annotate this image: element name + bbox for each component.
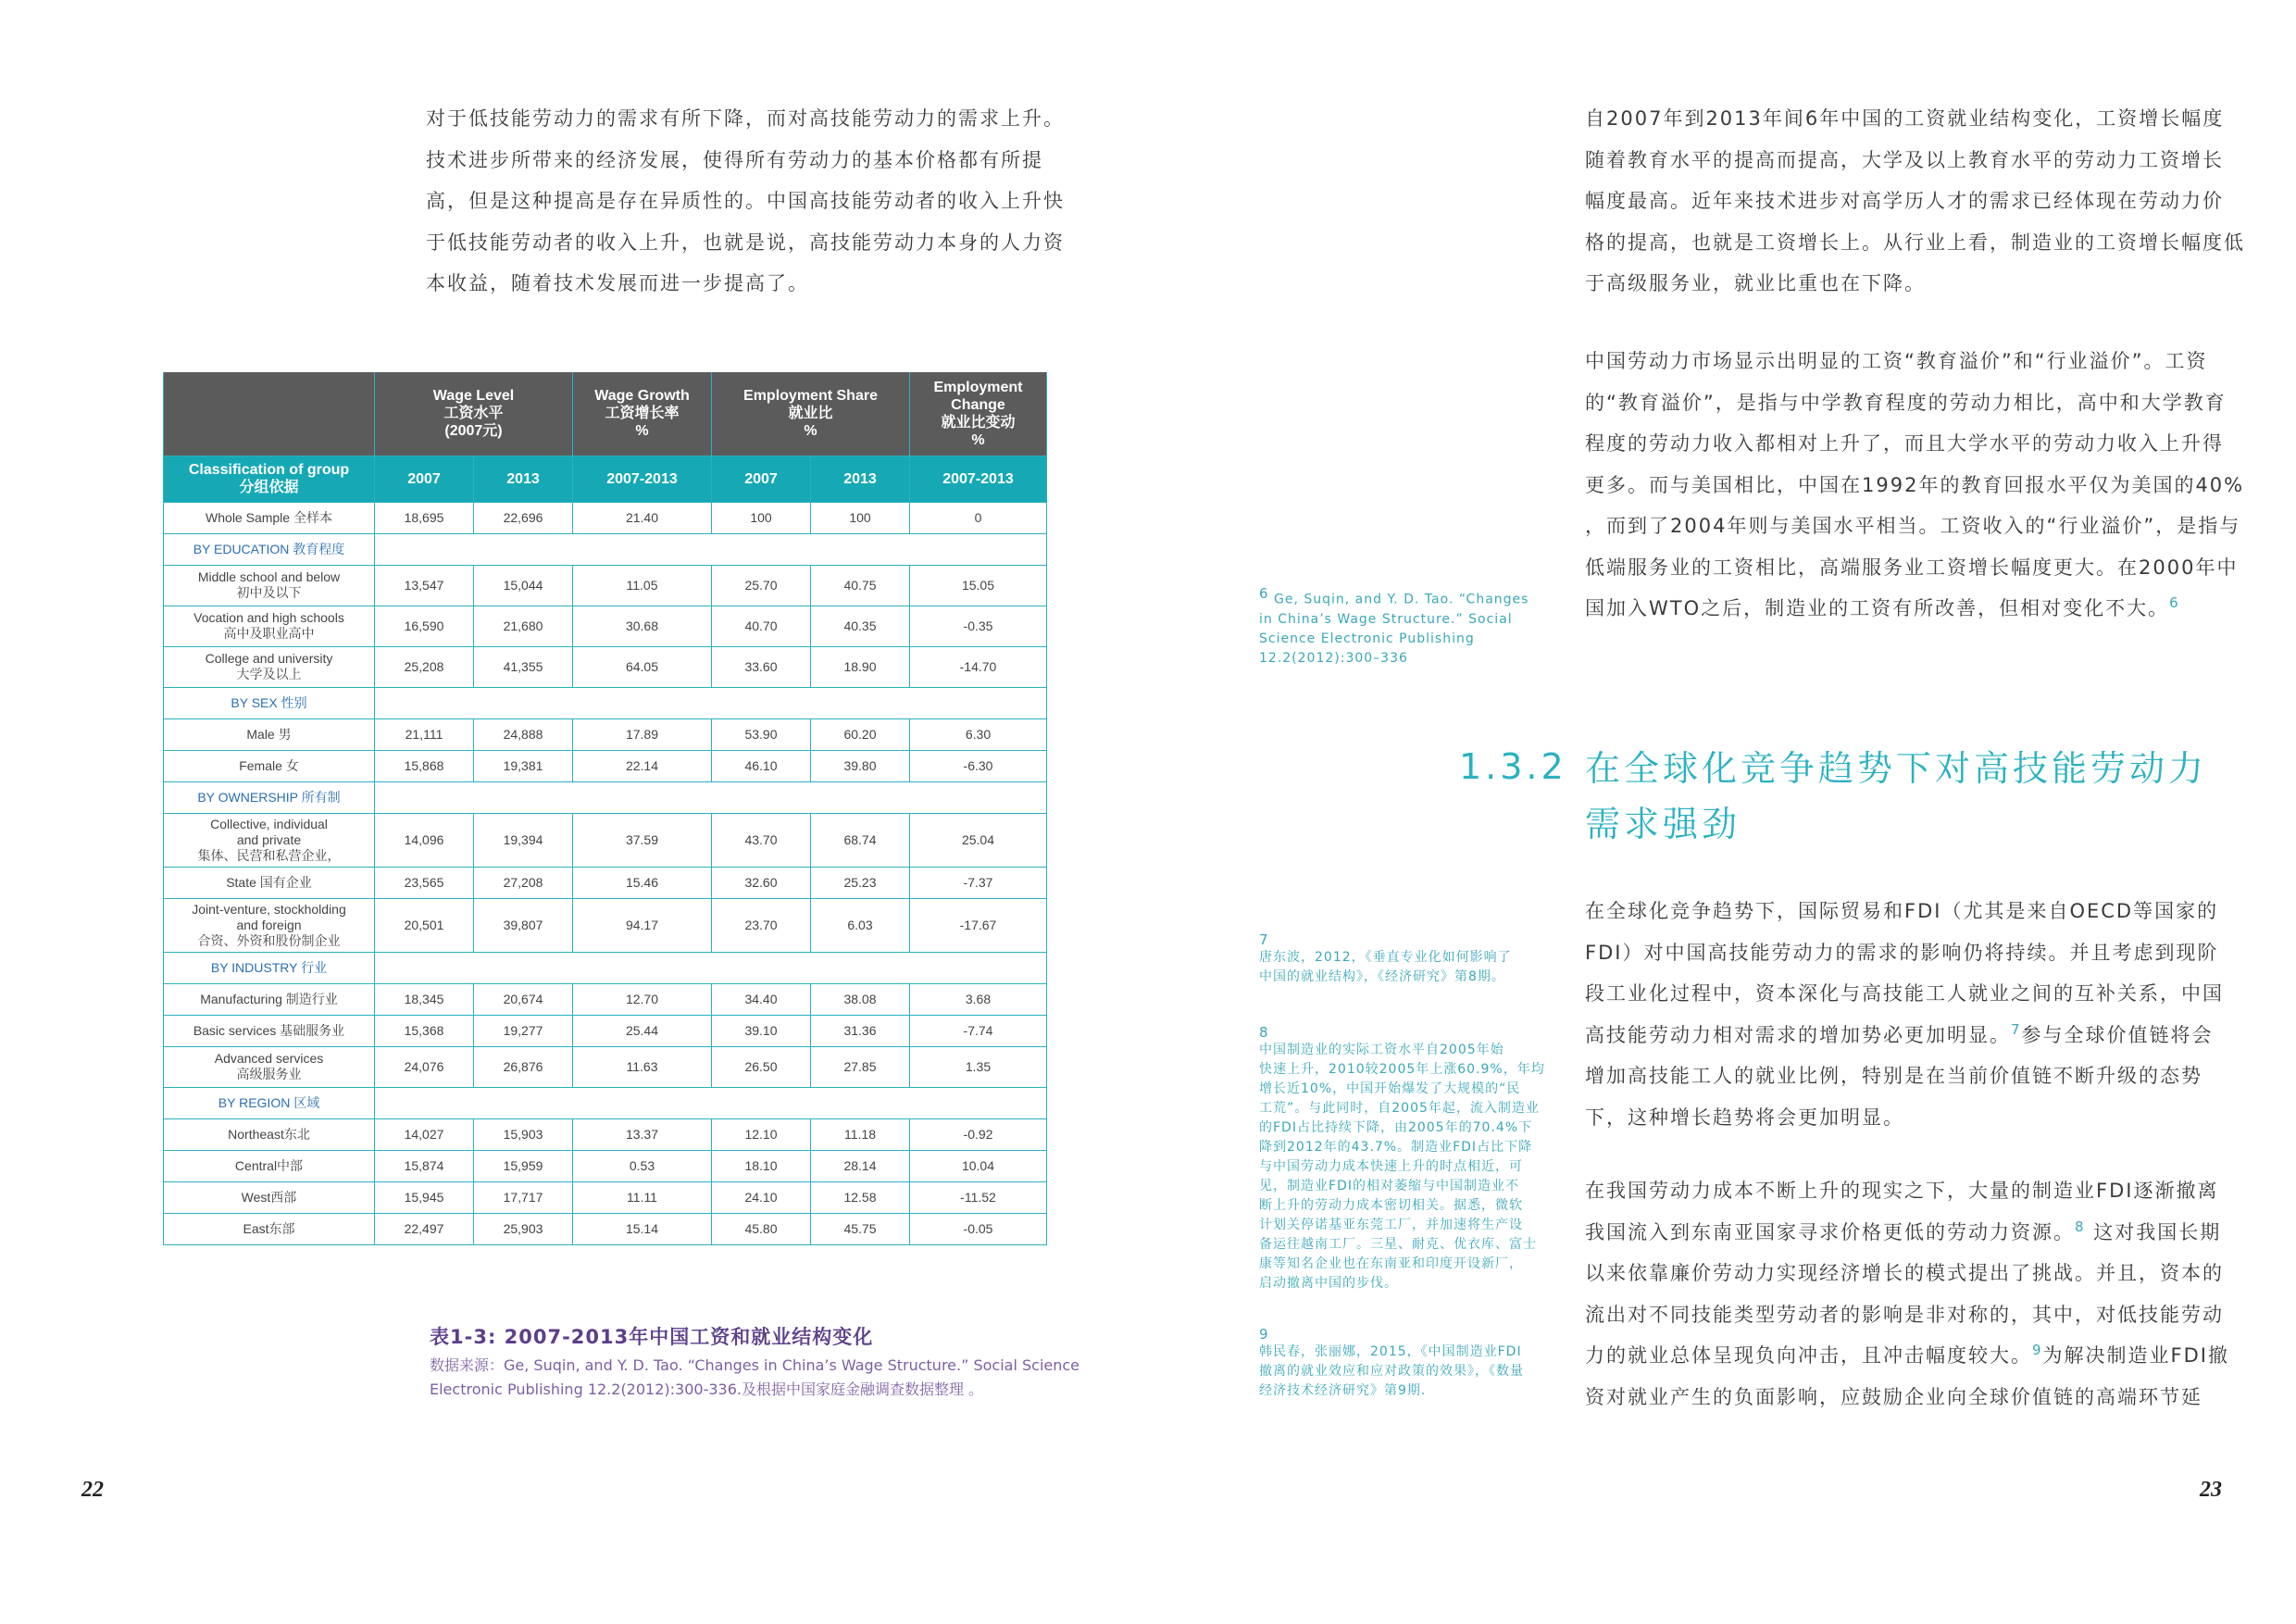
- table-row: [164, 983, 1047, 1015]
- table-cell: 45.80: [712, 1213, 811, 1244]
- table-cell: -0.05: [910, 1213, 1047, 1244]
- page-number-left: 22: [81, 1478, 104, 1502]
- heading-line: 需求强劲: [1585, 804, 1741, 844]
- table-cell: 40.35: [811, 606, 910, 646]
- table-cell: 11.11: [573, 1181, 712, 1213]
- table-cell: 43.70: [712, 813, 811, 867]
- table-cell: 18.10: [712, 1150, 811, 1181]
- table-cell: 24.10: [712, 1181, 811, 1213]
- table-row: [164, 1015, 1047, 1046]
- table-cell: 15,368: [375, 1015, 474, 1046]
- table-cell: 41,355: [474, 646, 573, 687]
- table-row: [164, 750, 1047, 781]
- intro-line: 于低技能劳动者的收入上升，也就是说，高技能劳动力本身的人力资: [426, 231, 1065, 254]
- row-label: Middle school and below 初中及以下: [164, 565, 375, 606]
- header-employment-share: Employment Share 就业比 %: [712, 372, 910, 456]
- para-line: 高技能劳动力相对需求的增加势必更加明显。$^7$参与全球价值链将会: [1585, 1020, 2214, 1046]
- table-container: [163, 372, 1046, 1245]
- table-row: [164, 565, 1047, 606]
- table-cell: 13.37: [573, 1118, 712, 1150]
- para-line: 以来依靠廉价劳动力实现经济增长的模式提出了挑战。并且，资本的: [1585, 1262, 2224, 1284]
- table-cell: 15,945: [375, 1181, 474, 1213]
- table-cell: 17.89: [573, 718, 712, 750]
- table-cell: -11.52: [910, 1181, 1047, 1213]
- footnote-7: 7 唐东波，2012，《垂直专业化如何影响了 中国的就业结构》，《经济研究》第8期。: [1259, 931, 1512, 984]
- para-line: 低端服务业的工资相比，高端服务业工资增长幅度更大。在2000年中: [1585, 556, 2239, 579]
- table-group-row: [164, 533, 1047, 565]
- group-spacer: [375, 533, 1047, 565]
- table-cell: 40.70: [712, 606, 811, 646]
- table-row: [164, 606, 1047, 646]
- table-group-row: [164, 952, 1047, 983]
- table-row: [164, 813, 1047, 867]
- row-label: Manufacturing 制造行业: [164, 983, 375, 1015]
- table-row: [164, 1150, 1047, 1181]
- table-cell: 21,111: [375, 718, 474, 750]
- table-cell: 23.70: [712, 898, 811, 952]
- header-wage-level: Wage Level 工资水平 (2007元): [375, 372, 573, 456]
- table-cell: 15,044: [474, 565, 573, 606]
- table-cell: 11.63: [573, 1046, 712, 1087]
- intro-line: 高，但是这种提高是存在异质性的。中国高技能劳动者的收入上升快: [426, 190, 1065, 212]
- group-spacer: [375, 952, 1047, 983]
- right-para3: [1585, 891, 2224, 1138]
- table-cell: 10.04: [910, 1150, 1047, 1181]
- row-label: Joint-venture, stockholding and foreign 合资、外资和股份制企业: [164, 898, 375, 952]
- table-cell: -17.67: [910, 898, 1047, 952]
- intro-line: 本收益，随着技术发展而进一步提高了。: [426, 272, 809, 294]
- header-employment-change: Employment Change 就业比变动 %: [910, 372, 1047, 456]
- table-cell: 0: [910, 502, 1047, 533]
- para-line: 程度的劳动力收入都相对上升了，而且大学水平的劳动力收入上升得: [1585, 432, 2224, 455]
- para-line: 中国劳动力市场显示出明显的工资“教育溢价”和“行业溢价”。工资: [1585, 350, 2208, 372]
- table-cell: 25.04: [910, 813, 1047, 867]
- table-cell: 1.35: [910, 1046, 1047, 1087]
- row-label: Basic services 基础服务业: [164, 1015, 375, 1046]
- table-cell: 32.60: [712, 867, 811, 898]
- table-cell: 27.85: [811, 1046, 910, 1087]
- table-cell: 18,345: [375, 983, 474, 1015]
- table-cell: 60.20: [811, 718, 910, 750]
- table-cell: 45.75: [811, 1213, 910, 1244]
- para-line: 更多。而与美国相比，中国在1992年的教育回报水平仅为美国的40%: [1585, 473, 2245, 496]
- table-row: [164, 718, 1047, 750]
- group-spacer: [375, 687, 1047, 718]
- para-line: FDI）对中国高技能劳动力的需求的影响仍将持续。并且考虑到现阶: [1585, 941, 2219, 964]
- footnote-ref[interactable]: 9: [2032, 1342, 2043, 1358]
- table-cell: 11.18: [811, 1118, 910, 1150]
- heading-line: 在全球化竞争趋势下对高技能劳动力: [1585, 748, 2208, 789]
- intro-line: 对于低技能劳动力的需求有所下降，而对高技能劳动力的需求上升。: [426, 107, 1065, 130]
- table-row: [164, 898, 1047, 952]
- table-cell: 15,874: [375, 1150, 474, 1181]
- table-cell: 22.14: [573, 750, 712, 781]
- footnote-ref[interactable]: 6: [2169, 594, 2180, 611]
- table-cell: 68.74: [811, 813, 910, 867]
- table-cell: 0.53: [573, 1150, 712, 1181]
- para-line: ，而到了2004年则与美国水平相当。工资收入的“行业溢价”，是指与: [1585, 515, 2241, 537]
- header-blank: [164, 372, 375, 456]
- table-cell: 25,903: [474, 1213, 573, 1244]
- para-line: 我国流入到东南亚国家寻求价格更低的劳动力资源。$^8$ 这对我国长期: [1585, 1218, 2222, 1243]
- row-label: Whole Sample 全样本: [164, 502, 375, 533]
- table-cell: 12.10: [712, 1118, 811, 1150]
- para-line: 随着教育水平的提高而提高，大学及以上教育水平的劳动力工资增长: [1585, 148, 2224, 171]
- page-number-right: 23: [2200, 1478, 2222, 1502]
- table-row: [164, 1213, 1047, 1244]
- group-spacer: [375, 1087, 1047, 1118]
- table-cell: 26,876: [474, 1046, 573, 1087]
- table-cell: 31.36: [811, 1015, 910, 1046]
- table-cell: 16,590: [375, 606, 474, 646]
- table-cell: 25.23: [811, 867, 910, 898]
- row-label: Collective, individual and private 集体、民营和私营企业，: [164, 813, 375, 867]
- para-line: 流出对不同技能类型劳动者的影响是非对称的，其中，对低技能劳动: [1585, 1303, 2224, 1326]
- table-row: [164, 502, 1047, 533]
- table-group-row: [164, 687, 1047, 718]
- footnote-6: 6 Ge, Suqin, and Y. D. Tao. “Changes in China’s Wage Structure.” Social Science Electronic Publishing 12.2(2012):300–336: [1259, 585, 1529, 666]
- para-line: 格的提高，也就是工资增长上。从行业上看，制造业的工资增长幅度低: [1585, 231, 2245, 254]
- group-label: BY OWNERSHIP 所有制: [164, 781, 375, 813]
- para-line: 在全球化竞争趋势下，国际贸易和FDI（尤其是来自OECD等国家的: [1585, 900, 2219, 922]
- table-cell: 12.58: [811, 1181, 910, 1213]
- table-cell: 11.05: [573, 565, 712, 606]
- para-line: 段工业化过程中，资本深化与高技能工人就业之间的互补关系，中国: [1585, 982, 2224, 1005]
- para-line: 幅度最高。近年来技术进步对高学历人才的需求已经体现在劳动力价: [1585, 190, 2224, 212]
- left-intro: [426, 98, 1065, 305]
- table-cell: 25.44: [573, 1015, 712, 1046]
- table-cell: -7.37: [910, 867, 1047, 898]
- section-heading: [1585, 741, 2207, 852]
- table-cell: -0.35: [910, 606, 1047, 646]
- header-year: 2013: [474, 456, 573, 502]
- caption-title: 表1-3: 2007-2013年中国工资和就业结构变化: [430, 1326, 874, 1348]
- table-cell: 30.68: [573, 606, 712, 646]
- table-cell: 38.08: [811, 983, 910, 1015]
- group-label: BY INDUSTRY 行业: [164, 952, 375, 983]
- para-line: 于高级服务业，就业比重也在下降。: [1585, 272, 1926, 294]
- table-cell: 25.70: [712, 565, 811, 606]
- table-cell: 23,565: [375, 867, 474, 898]
- para-line: 在我国劳动力成本不断上升的现实之下，大量的制造业FDI逐渐撤离: [1585, 1180, 2219, 1202]
- table-cell: 39.80: [811, 750, 910, 781]
- header-year: 2007: [712, 456, 811, 502]
- para-line: 增加高技能工人的就业比例，特别是在当前价值链不断升级的态势: [1585, 1065, 2202, 1087]
- caption-source: 数据来源：Ge, Suqin, and Y. D. Tao. “Changes in China’s Wage Structure.” Social Science: [430, 1356, 1080, 1374]
- table-cell: 22,696: [474, 502, 573, 533]
- table-cell: 27,208: [474, 867, 573, 898]
- table-cell: 46.10: [712, 750, 811, 781]
- row-label: East东部: [164, 1213, 375, 1244]
- table-group-row: [164, 1087, 1047, 1118]
- right-para1: [1585, 98, 2245, 305]
- row-label: Vocation and high schools 高中及职业高中: [164, 606, 375, 646]
- table-cell: 6.03: [811, 898, 910, 952]
- section-number: 1.3.2: [1459, 746, 1567, 787]
- table-cell: 6.30: [910, 718, 1047, 750]
- table-cell: 20,501: [375, 898, 474, 952]
- right-para4: [1585, 1170, 2229, 1418]
- table-caption: [430, 1322, 1079, 1402]
- group-spacer: [375, 781, 1047, 813]
- header-year: 2013: [811, 456, 910, 502]
- caption-source: Electronic Publishing 12.2(2012):300-336.及根据中国家庭金融调查数据整理 。: [430, 1380, 984, 1398]
- table-cell: 14,096: [375, 813, 474, 867]
- table-cell: 28.14: [811, 1150, 910, 1181]
- table-cell: -7.74: [910, 1015, 1047, 1046]
- table-cell: 25,208: [375, 646, 474, 687]
- footnote-9: 9 韩民春，张丽娜，2015，《中国制造业FDI 撤离的就业效应和应对政策的效果》，《数量 经济技术经济研究》第9期.: [1259, 1326, 1524, 1398]
- header-year: 2007-2013: [910, 456, 1047, 502]
- row-label: Northeast东北: [164, 1118, 375, 1150]
- table-cell: 24,076: [375, 1046, 474, 1087]
- right-para2: [1585, 341, 2244, 630]
- table-cell: 21.40: [573, 502, 712, 533]
- para-line: 下，这种增长趋势将会更加明显。: [1585, 1106, 1904, 1129]
- table-cell: 39,807: [474, 898, 573, 952]
- table-cell: 64.05: [573, 646, 712, 687]
- table-cell: 19,381: [474, 750, 573, 781]
- header-wage-growth: Wage Growth 工资增长率 %: [573, 372, 712, 456]
- group-label: BY SEX 性别: [164, 687, 375, 718]
- group-label: BY EDUCATION 教育程度: [164, 533, 375, 565]
- table-cell: 39.10: [712, 1015, 811, 1046]
- table-cell: 15.05: [910, 565, 1047, 606]
- table-row: [164, 1046, 1047, 1087]
- table-cell: 19,277: [474, 1015, 573, 1046]
- row-label: Male 男: [164, 718, 375, 750]
- table-cell: 17,717: [474, 1181, 573, 1213]
- table-cell: 15.14: [573, 1213, 712, 1244]
- table-cell: 100: [712, 502, 811, 533]
- table-cell: -6.30: [910, 750, 1047, 781]
- table-cell: 20,674: [474, 983, 573, 1015]
- table-cell: 21,680: [474, 606, 573, 646]
- table-cell: 15,959: [474, 1150, 573, 1181]
- table-cell: 15,903: [474, 1118, 573, 1150]
- row-label: Advanced services 高级服务业: [164, 1046, 375, 1087]
- table-group-row: [164, 781, 1047, 813]
- table-cell: 18.90: [811, 646, 910, 687]
- table-cell: 24,888: [474, 718, 573, 750]
- table-cell: -14.70: [910, 646, 1047, 687]
- row-label: Female 女: [164, 750, 375, 781]
- footnote-ref[interactable]: 8: [2075, 1218, 2086, 1235]
- table-cell: 15.46: [573, 867, 712, 898]
- header-year: 2007: [375, 456, 474, 502]
- table-cell: 40.75: [811, 565, 910, 606]
- para-line: 自2007年到2013年间6年中国的工资就业结构变化，工资增长幅度: [1585, 107, 2225, 130]
- footnote-ref[interactable]: 7: [2011, 1020, 2022, 1038]
- table-cell: 19,394: [474, 813, 573, 867]
- header-classification: Classification of group 分组依据: [164, 456, 375, 502]
- para-line: 力的就业总体呈现负向冲击，且冲击幅度较大。$^9$为解决制造业FDI撤: [1585, 1342, 2229, 1367]
- table-cell: 3.68: [910, 983, 1047, 1015]
- table-cell: 53.90: [712, 718, 811, 750]
- table-cell: 14,027: [375, 1118, 474, 1150]
- table-cell: 13,547: [375, 565, 474, 606]
- table-cell: 12.70: [573, 983, 712, 1015]
- group-label: BY REGION 区域: [164, 1087, 375, 1118]
- para-line: 的“教育溢价”，是指与中学教育程度的劳动力相比，高中和大学教育: [1585, 391, 2227, 414]
- table-body: [164, 502, 1047, 1244]
- table-row: [164, 1181, 1047, 1213]
- header-year: 2007-2013: [573, 456, 712, 502]
- table-cell: -0.92: [910, 1118, 1047, 1150]
- wage-table: [163, 372, 1047, 1245]
- table-cell: 26.50: [712, 1046, 811, 1087]
- table-row: [164, 646, 1047, 687]
- row-label: State 国有企业: [164, 867, 375, 898]
- table-row: [164, 867, 1047, 898]
- table-cell: 94.17: [573, 898, 712, 952]
- intro-line: 技术进步所带来的经济发展，使得所有劳动力的基本价格都有所提: [426, 148, 1043, 171]
- row-label: College and university 大学及以上: [164, 646, 375, 687]
- table-cell: 22,497: [375, 1213, 474, 1244]
- table-cell: 37.59: [573, 813, 712, 867]
- table-cell: 18,695: [375, 502, 474, 533]
- footnote-8: 8 中国制造业的实际工资水平自2005年始 快速上升，2010较2005年上涨60.9%，年均 增长近10%，中国开始爆发了大规模的“民 工荒”。与此同时，自2005年起，流入制造业 的FDI占比持续下降，由2005年的70.4%下 降到2012年的43.7%。制造业FDI占比下降 与中国劳动力成本快速上升的时点相近，可 见，制造业FDI的相对萎缩与中国制造业不 断上升的劳动力成本密切相关。据悉，微软 计划关停诺基亚东莞工厂，并加速将生产设 备运往越南工厂。三星、耐克、优衣库、富士 康等知名企业也在东南亚和印度开设新厂， 启动撤离中国的步伐。: [1259, 1024, 1545, 1291]
- para-line: 资对就业产生的负面影响，应鼓励企业向全球价值链的高端环节延: [1585, 1385, 2202, 1408]
- table-cell: 34.40: [712, 983, 811, 1015]
- table-cell: 15,868: [375, 750, 474, 781]
- row-label: Central中部: [164, 1150, 375, 1181]
- table-cell: 100: [811, 502, 910, 533]
- para-line: 国加入WTO之后，制造业的工资有所改善，但相对变化不大。$^6$: [1585, 594, 2180, 619]
- table-cell: 33.60: [712, 646, 811, 687]
- row-label: West西部: [164, 1181, 375, 1213]
- table-row: [164, 1118, 1047, 1150]
